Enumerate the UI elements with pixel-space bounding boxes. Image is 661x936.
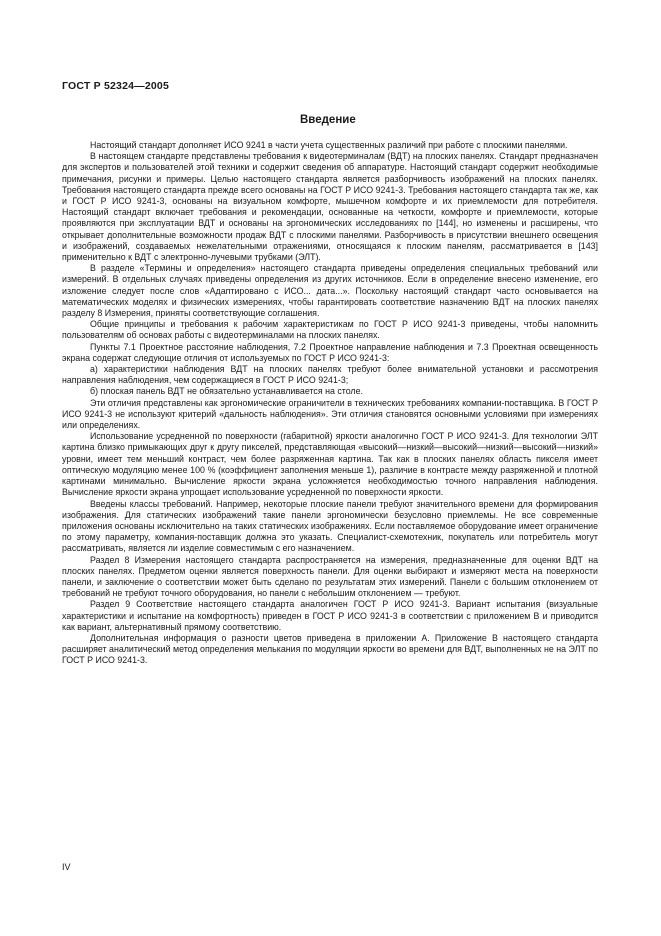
paragraph: Раздел 9 Соответствие настоящего стандарта аналогичен ГОСТ Р ИСО 9241-3. Вариант испытания (визуальные характеристики и испытание на комфортность) приведен в ГОСТ Р ИСО 9241-3 в соответствии с приложением В и приводится как вариант, альтернативный прямому соответствию. [62,599,598,632]
paragraph: Раздел 8 Измерения настоящего стандарта распространяется на измерения, предназначенные для оценки ВДТ на плоских панелях. Предметом оценки является поверхность панели. Для оценки выбирают и измеряют места на поверхности панели, и заключение о соответствии может быть сделано по результатам этих измерений. Панели с большим отклонением от требований не требуют точного оборудования, но панели с небольшим отклонением — требуют. [62,554,598,599]
paragraph: Использование усредненной по поверхности (габаритной) яркости аналогично ГОСТ Р ИСО 9241-3. Для технологии ЭЛТ картина близко примыкающих друг к другу пикселей, представляющая «высокий—низкий—высокий—низкий—высокий—низкий» уровни, имеет тем меньший контраст, чем более разряженная картина. Так как в плоских панелях область пикселя имеет оптическую модуляцию менее 100 % (коэффициент заполнения меньше 1), различие в контрасте между разряженной и плотной картинами минимально. Вычисление яркости экрана усложняется необходимостью точного направления наблюдения. Вычисление яркости экрана упрощает использование усредненной по поверхности яркости. [62,431,598,498]
paragraph: Эти отличия представлены как эргономические ограничители в технических требованиях компании-поставщика. В ГОСТ Р ИСО 9241-3 не используют критерий «дальность наблюдения». Эти отличия становятся основными условиями при измерениях или определениях. [62,397,598,431]
list-item: а) характеристики наблюдения ВДТ на плоских панелях требуют более внимательной установки и рассмотрения направления наблюдения, чем содержащиеся в ГОСТ Р ИСО 9241-3; [62,364,598,386]
paragraph: Введены классы требований. Например, некоторые плоские панели требуют значительного времени для формирования изображения. Для статических изображений такие панели эргономически безусловно приемлемы. Не все современные приложения основаны исключительно на таких статических изображениях. Если поставляемое оборудование имеет ограничение по этому параметру, компания-поставщик должна это указать. Специалист-схемотехник, покупатель или потребитель могут рассматривать, является ли изделие совместимым с его назначением. [62,498,598,554]
paragraph: В разделе «Термины и определения» настоящего стандарта приведены определения специальных требований или измерений. В отдельных случаях приведены определения из других источников. Если в определение внесено изменение, его изложение следует после слов «Адаптировано с ИСО... дата...». Поскольку настоящий стандарт часто основывается на математических моделях и физических измерениях, чтобы гарантировать соответствие назначению ВДТ на плоских панелях разделу 8 Измерения, приняты соответствующие соглашения. [62,263,598,319]
section-title: Введение [300,114,356,126]
paragraph: Дополнительная информация о разности цветов приведена в приложении А. Приложение В настоящего стандарта расширяет аналитический метод определения мелькания по модуляции яркости во времени для ВДТ, выполненных не на ЭЛТ по ГОСТ Р ИСО 9241-3. [62,632,598,666]
paragraph: Общие принципы и требования к рабочим характеристикам по ГОСТ Р ИСО 9241-3 приведены, чтобы напомнить пользователям об основах работы с видеотерминалами на плоских панелях. [62,319,598,341]
paragraph: Пункты 7.1 Проектное расстояние наблюдения, 7.2 Проектное направление наблюдения и 7.3 Проектная освещенность экрана содержат следующие отличия от используемых по ГОСТ Р ИСО 9241-3: [62,341,598,363]
document-body [62,140,598,667]
page-number: IV [62,862,71,872]
document-header: ГОСТ Р 52324—2005 [62,80,170,92]
list-item: б) плоская панель ВДТ не обязательно устанавливается на столе. [90,386,363,397]
paragraph: Настоящий стандарт дополняет ИСО 9241 в части учета существенных различий при работе с плоскими панелями. [90,140,568,150]
paragraph: В настоящем стандарте представлены требования к видеотерминалам (ВДТ) на плоских панелях. Стандарт предназначен для экспертов и пользователей этой техники и содержит сведения об аппаратуре. Настоящий стандарт содержит необходимые примечания, рисунки и примеры. Целью настоящего стандарта является разборчивость изображений на плоских панелях. Требования настоящего стандарта прежде всего основаны на ГОСТ Р ИСО 9241-3. Требования настоящего стандарта так же, как и ГОСТ Р ИСО 9241-3, основаны на визуальном комфорте, мышечном комфорте и их приемлемости для потребителя. Настоящий стандарт включает требования и рекомендации, основанные на четкости, комфорте и приемлемости, которые проявляются при эксплуатации ВДТ и основаны на эргономических исследованиях по [144], но изменены и расширены, что открывает дополнительные возможности продаж ВДТ с плоскими панелями. Разборчивость в присутствии внешнего освещения и изображений, создаваемых нежелательными отражениями, относящаяся к плоским панелям, рассматривается в [143] применительно к ВДТ с электронно-лучевыми трубками (ЭЛТ). [62,151,598,263]
